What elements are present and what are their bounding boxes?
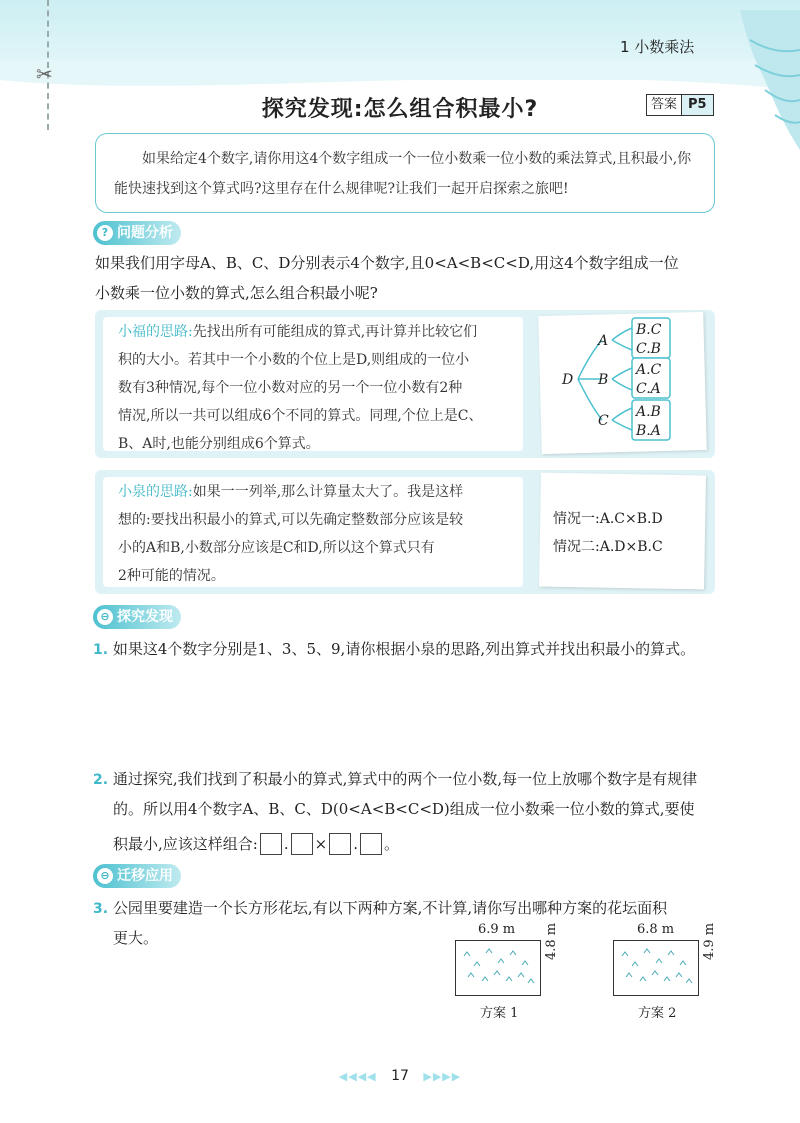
answer-blank[interactable] (329, 833, 351, 855)
question-2-number: 2. (93, 772, 109, 788)
tree-leaf: C.B (636, 341, 661, 357)
page-title: 探究发现:怎么组合积最小? (261, 97, 539, 122)
flowerbed-pattern (456, 941, 539, 994)
plan-2-width: 6.8 m (637, 922, 675, 937)
xiaofu-line: 数有3种情况,每个一位小数对应的另一个一位小数有2种 (118, 380, 463, 396)
tree-node: C (598, 413, 609, 429)
question-2-line-1 (93, 764, 733, 795)
xiaoquan-text (118, 478, 518, 590)
tree-leaf: B.A (636, 423, 661, 439)
decimal-point: . (353, 835, 358, 853)
answer-blank[interactable] (360, 833, 382, 855)
decimal-point: . (283, 835, 289, 853)
intro-box: 如果给定4个数字,请你用这4个数字组成一个一位小数乘一位小数的乘法算式,且积最小,你能快速找到这个算式吗?这里存在什么规律呢?让我们一起开启探索之旅吧! (95, 133, 715, 213)
answer-ref (646, 94, 714, 116)
xiaofu-line: B、A时,也能分别组成6个算式。 (118, 436, 320, 452)
page-footer (0, 1068, 800, 1084)
chapter-title: 1 小数乘法 (620, 38, 695, 56)
scissors-icon: ✂ (36, 62, 53, 86)
question-2-text: 通过探究,我们找到了积最小的算式,算式中的两个一位小数,每一位上放哪个数字是有规律 (112, 770, 698, 788)
analysis-line-1: 如果我们用字母A、B、C、D分别表示4个数字,且0<A<B<C<D,用这4个数字组成一位 (95, 254, 679, 272)
xiaofu-line: 情况,所以一共可以组成6个不同的算式。同理,个位上是C、 (118, 408, 483, 424)
xiaofu-line: 积的大小。若其中一个小数的个位上是D,则组成的一位小 (118, 352, 470, 368)
case-2: 情况二:A.D×B.C (553, 539, 663, 555)
flowerbed-pattern (614, 941, 697, 994)
tree-root: D (562, 372, 574, 388)
answer-blank[interactable] (260, 833, 282, 855)
plan-2-name: 方案 2 (638, 1006, 677, 1021)
tree-diagram (540, 314, 705, 452)
question-1 (93, 634, 733, 665)
question-1-text: 如果这4个数字分别是1、3、5、9,请你根据小泉的思路,列出算式并找出积最小的算式。 (112, 640, 696, 658)
tree-leaf: C.A (636, 381, 661, 397)
plan-2-height: 4.9 m (702, 922, 717, 960)
xiaoquan-line: 如果一一列举,那么计算量太大了。我是这样 (192, 484, 464, 500)
question-icon: ? (97, 225, 113, 241)
xiaoquan-line: 小的A和B,小数部分应该是C和D,所以这个算式只有 (118, 540, 435, 556)
question-3-number: 3. (93, 901, 109, 917)
cases-list (553, 505, 703, 561)
plan-1-garden (455, 940, 541, 996)
search-icon: ⊖ (97, 609, 113, 625)
answer-blank[interactable] (291, 833, 313, 855)
xiaoquan-label: 小泉的思路: (118, 484, 193, 500)
section-analysis-label: 问题分析 (117, 225, 173, 241)
tree-leaf: A.B (636, 404, 661, 420)
question-3-line-1 (93, 893, 733, 924)
plan-1-name: 方案 1 (480, 1006, 519, 1021)
answer-label: 答案 (647, 95, 681, 115)
question-1-number: 1. (93, 642, 109, 658)
question-2-line-3 (113, 829, 733, 859)
plan-1-width: 6.9 m (478, 922, 516, 937)
section-apply-tag (93, 864, 181, 888)
tree-node: A (598, 333, 609, 349)
question-2-line-2: 的。所以用4个数字A、B、C、D(0<A<B<C<D)组成一位小数乘一位小数的算式,要使 (113, 800, 695, 818)
xiaofu-text (118, 318, 518, 458)
question-3-line-2: 更大。 (113, 929, 159, 947)
analysis-line-2: 小数乘一位小数的算式,怎么组合积最小呢? (95, 284, 378, 302)
section-explore-tag (93, 605, 181, 629)
xiaoquan-line: 想的:要找出积最小的算式,可以先确定整数部分应该是较 (118, 512, 464, 528)
left-arrows-icon: ◀◀◀◀ (338, 1070, 377, 1083)
right-arrows-icon: ▶▶▶▶ (423, 1070, 462, 1083)
tree-leaf: A.C (636, 362, 662, 378)
question-3-text: 公园里要建造一个长方形花坛,有以下两种方案,不计算,请你写出哪种方案的花坛面积 (112, 899, 668, 917)
plan-1-height: 4.8 m (544, 922, 559, 960)
answer-page: P5 (681, 95, 713, 115)
section-apply-label: 迁移应用 (117, 868, 173, 884)
case-1: 情况一:A.C×B.D (553, 511, 663, 527)
tree-node: B (598, 372, 609, 388)
plan-2-garden (613, 940, 699, 996)
tree-leaf: B.C (636, 322, 662, 338)
question-2-text: 积最小,应该这样组合: (113, 835, 258, 853)
pavilion-decoration (730, 10, 800, 150)
times-sign: × (314, 835, 328, 853)
arrow-circle-icon: ⊖ (97, 868, 113, 884)
xiaoquan-line: 2种可能的情况。 (118, 568, 225, 584)
section-explore-label: 探究发现 (117, 609, 173, 625)
xiaofu-label: 小福的思路: (118, 324, 193, 340)
section-analysis-tag (93, 221, 181, 245)
xiaofu-line: 先找出所有可能组成的算式,再计算并比较它们 (192, 324, 478, 340)
page-number: 17 (391, 1068, 409, 1084)
period: 。 (383, 835, 399, 853)
